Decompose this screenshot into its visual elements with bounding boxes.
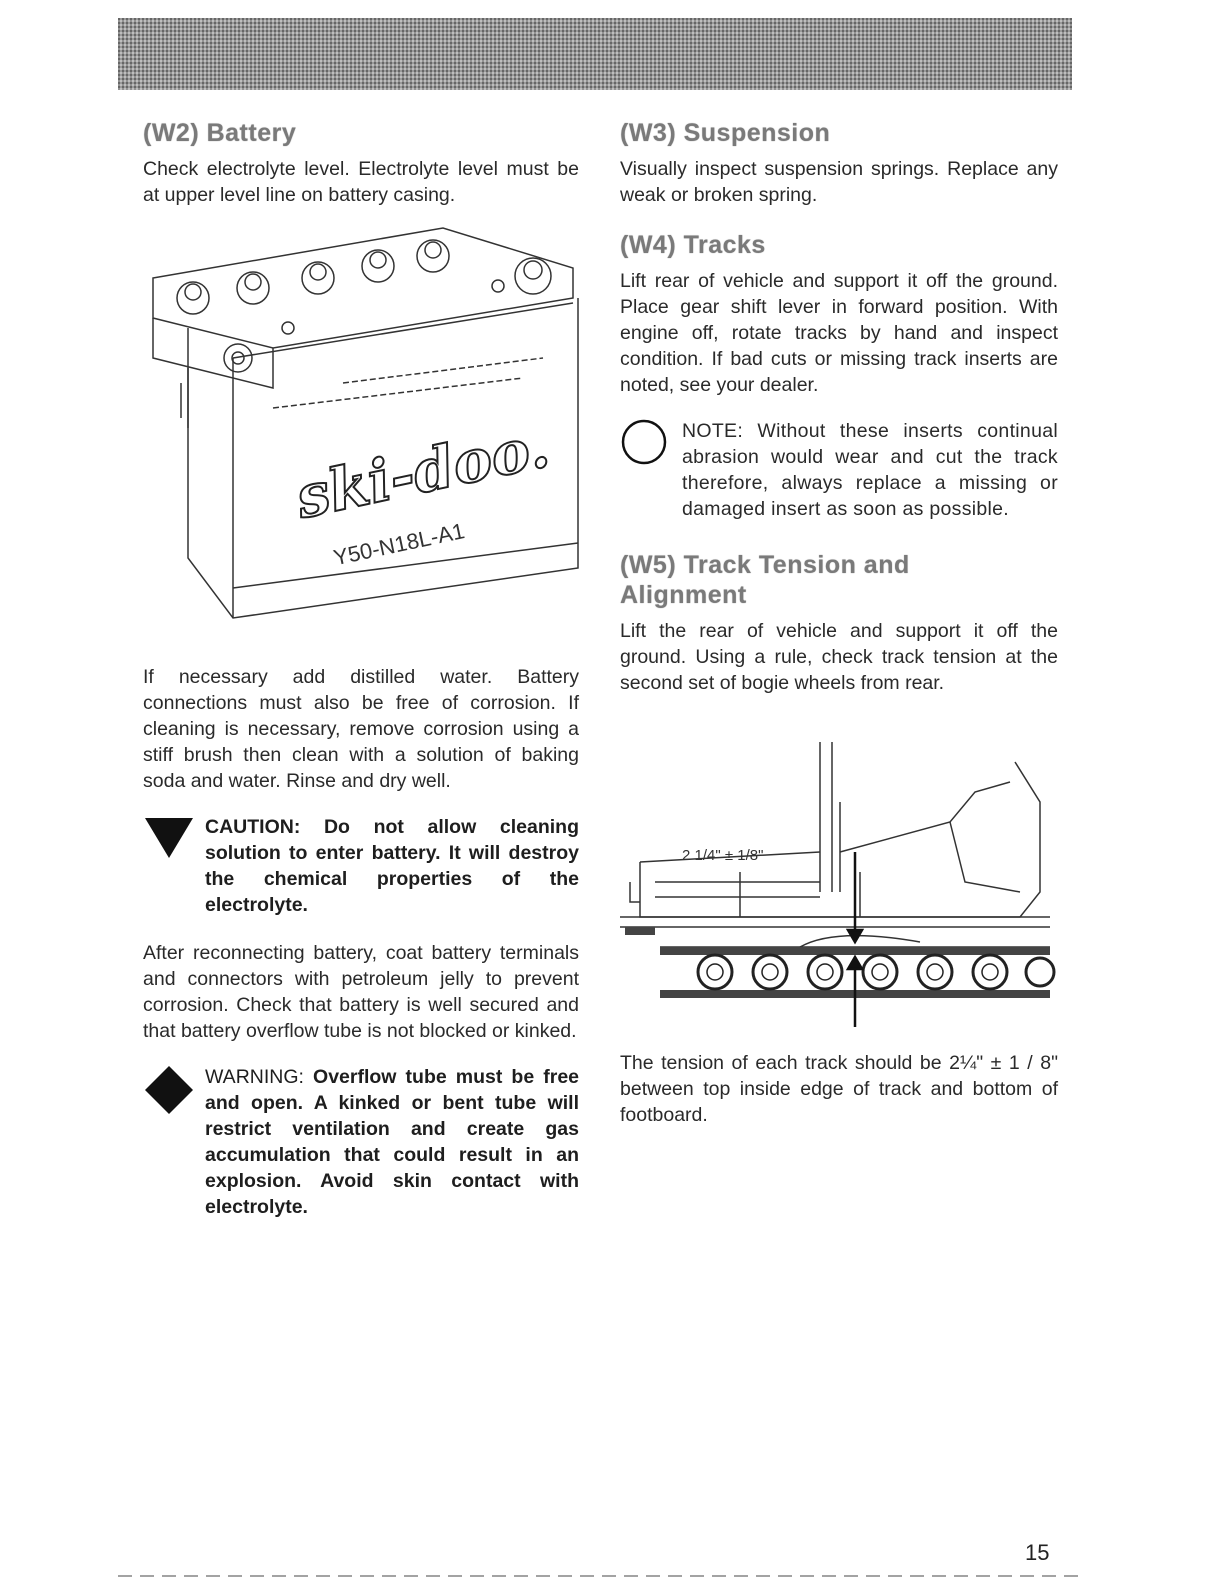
battery-intro: Check electrolyte level. Electrolyte level must be at upper level line on battery casing. [143,158,579,206]
battery-caution [143,814,579,918]
track-tension-title-line1: (W5) Track Tension and [620,551,910,579]
warning-diamond-icon [143,1064,195,1116]
suspension-title: (W3) Suspension [620,119,831,147]
left-column [143,118,579,1242]
warning-text: Overflow tube must be free and open. A kinked or bent tube will restrict ventilation and create gas accumulation that could result in an explosion. Avoid skin contact with electrolyte. [205,1066,580,1218]
track-tension-figure [620,742,1058,1032]
battery-brand-logo: ski-doo. [290,412,555,532]
suspension-body: Visually inspect suspension springs. Replace any weak or broken spring. [620,158,1058,206]
track-tension-after-figure: The tension of each track should be 2¼" ± 1 / 8" between top inside edge of track and bottom of footboard. [620,1052,1058,1126]
warning-lead: WARNING: [205,1066,304,1088]
track-tension-title [620,550,1058,610]
battery-title: (W2) Battery [143,119,297,147]
battery-after-figure: If necessary add distilled water. Battery connections must also be free of corrosion. If cleaning is necessary, remove corrosion using a stiff brush then clean with a solution of baking soda and water. Rinse and dry well. [143,666,579,792]
battery-warning [143,1064,579,1220]
track-tension-figure-label: 2 1/4" ± 1/8" [682,847,764,864]
track-tension-title-line2: Alignment [620,581,747,609]
battery-after-caution: After reconnecting battery, coat battery terminals and connectors with petroleum jelly to prevent corrosion. Check that battery is well secured and that battery overflow tube is not blocked or kinked. [143,942,579,1042]
note-circle-icon [620,418,668,466]
header-bar [118,18,1072,90]
note-text: NOTE: Without these inserts continual abrasion would wear and cut the track therefore, always replace a missing or damaged insert as soon as possible. [682,420,1058,520]
right-column [620,118,1058,1128]
caution-triangle-icon [143,814,195,860]
page-number: 15 [1025,1540,1050,1565]
caution-text: CAUTION: Do not allow cleaning solution to enter battery. It will destroy the chemical properties of the electrolyte. [205,816,579,916]
tracks-title: (W4) Tracks [620,231,766,259]
bottom-rule [118,1575,1078,1577]
battery-figure [143,208,583,658]
tracks-note [620,418,1058,522]
track-tension-body: Lift the rear of vehicle and support it off the ground. Using a rule, check track tension at the second set of bogie wheels from rear. [620,620,1058,694]
tracks-body: Lift rear of vehicle and support it off the ground. Place gear shift lever in forward position. With engine off, rotate tracks by hand and inspect condition. If bad cuts or missing track inserts are noted, see your dealer. [620,270,1058,396]
battery-model-label: Y50-N18L-A1 [331,518,467,571]
